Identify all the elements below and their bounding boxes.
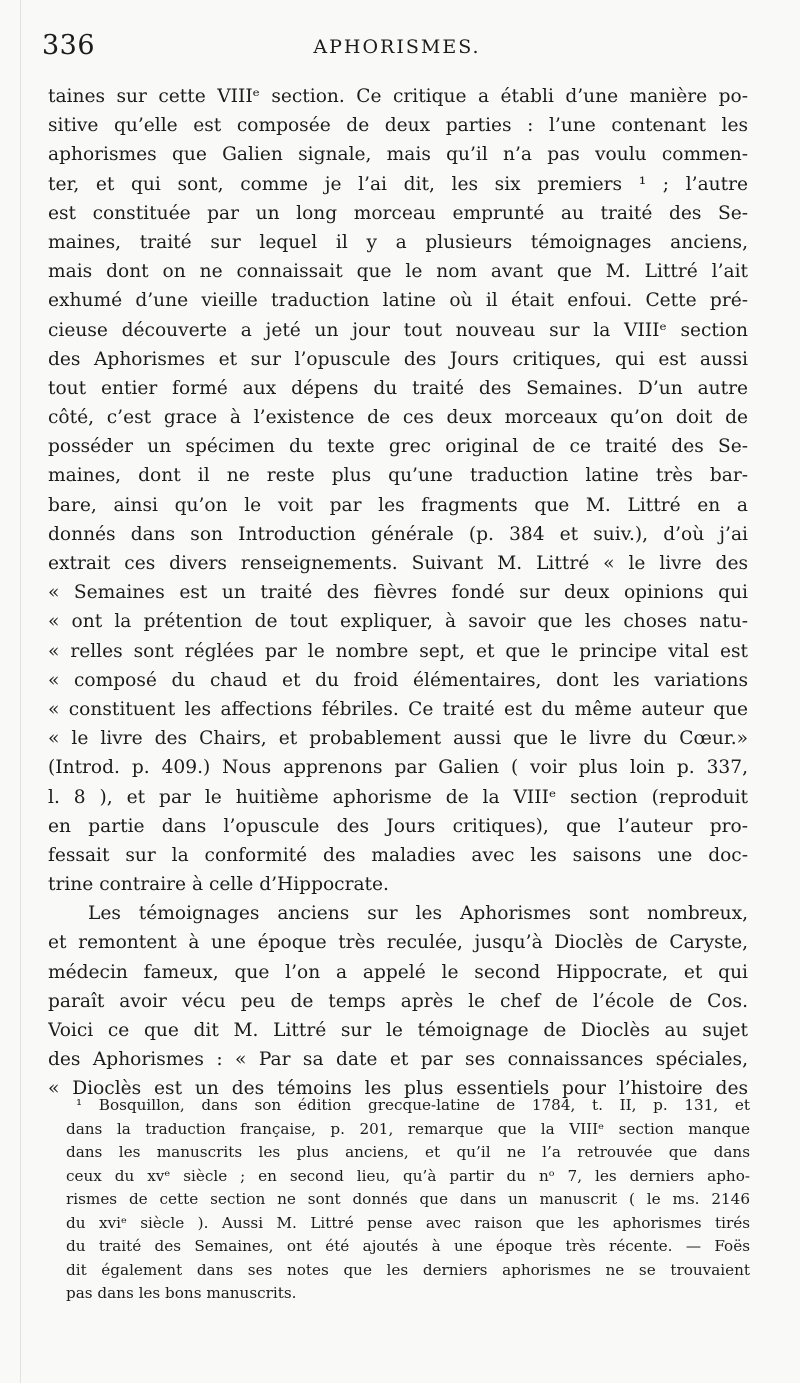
footnote-line: pas dans les bons manuscrits. bbox=[66, 1284, 297, 1302]
footnote-line: du traité des Semaines, ont été ajoutés à une époque très récente. — Foës bbox=[66, 1237, 750, 1255]
footnotes bbox=[66, 1094, 750, 1306]
body-line: tout entier formé aux dépens du traité des Semaines. D’un autre bbox=[48, 377, 748, 399]
page-header bbox=[42, 30, 752, 70]
body-line: « relles sont réglées par le nombre sept, et que le principe vital est bbox=[48, 640, 748, 662]
body-line: donnés dans son Introduction générale (p. 384 et suiv.), d’où j’ai bbox=[48, 523, 748, 545]
body-line: taines sur cette VIIIᵉ section. Ce critique a établi d’une manière po- bbox=[48, 86, 748, 107]
body-line: cieuse découverte a jeté un jour tout nouveau sur la VIIIᵉ section bbox=[48, 319, 748, 341]
body-line: « Dioclès est un des témoins les plus essentiels pour l’histoire des bbox=[48, 1078, 748, 1100]
running-title: APHORISMES. bbox=[313, 36, 481, 58]
footnote-line: ¹ Bosquillon, dans son édition grecque-latine de 1784, t. II, p. 131, et bbox=[76, 1096, 750, 1114]
page-gutter-edge bbox=[20, 0, 21, 1383]
page-number: 336 bbox=[42, 30, 96, 61]
body-line: est constituée par un long morceau emprunté au traité des Se- bbox=[48, 202, 748, 224]
body-line: et remontent à une époque très reculée, jusqu’à Dioclès de Caryste, bbox=[48, 932, 748, 954]
body-line: « ont la prétention de tout expliquer, à savoir que les choses natu- bbox=[48, 611, 748, 633]
footnote-line: ceux du xvᵉ siècle ; en second lieu, qu’à partir du nᵒ 7, les derniers apho- bbox=[66, 1166, 750, 1185]
body-line: bare, ainsi qu’on le voit par les fragments que M. Littré en a bbox=[48, 494, 748, 516]
footnote-line: dit également dans ses notes que les derniers aphorismes ne se trouvaient bbox=[66, 1260, 750, 1279]
body-line: des Aphorismes et sur l’opuscule des Jours critiques, qui est aussi bbox=[48, 348, 748, 370]
body-line: médecin fameux, que l’on a appelé le second Hippocrate, et qui bbox=[48, 961, 748, 983]
body-line: maines, dont il ne reste plus qu’une traduction latine très bar- bbox=[48, 465, 748, 487]
body-line-paragraph-start: Les témoignages anciens sur les Aphorismes sont nombreux, bbox=[88, 903, 748, 925]
body-line: maines, traité sur lequel il y a plusieurs témoignages anciens, bbox=[48, 231, 748, 253]
body-line: « Semaines est un traité des fièvres fondé sur deux opinions qui bbox=[48, 582, 748, 604]
body-line: en partie dans l’opuscule des Jours critiques), que l’auteur pro- bbox=[48, 815, 748, 837]
body-line: posséder un spécimen du texte grec original de ce traité des Se- bbox=[48, 436, 748, 458]
body-line: paraît avoir vécu peu de temps après le chef de l’école de Cos. bbox=[48, 990, 748, 1012]
footnote-line: dans la traduction française, p. 201, remarque que la VIIIᵉ section manque bbox=[66, 1119, 750, 1138]
body-line: ter, et qui sont, comme je l’ai dit, les six premiers ¹ ; l’autre bbox=[48, 173, 748, 195]
footnote-line: du xviᵉ siècle ). Aussi M. Littré pense avec raison que les aphorismes tirés bbox=[66, 1213, 750, 1232]
body-text bbox=[48, 82, 748, 1104]
body-line: aphorismes que Galien signale, mais qu’il n’a pas voulu commen- bbox=[48, 144, 748, 166]
footnote-line: rismes de cette section ne sont donnés que dans un manuscrit ( le ms. 2146 bbox=[66, 1190, 750, 1208]
body-line: exhumé d’une vieille traduction latine où il était enfoui. Cette pré- bbox=[48, 290, 748, 312]
body-line-paragraph-end: trine contraire à celle d’Hippocrate. bbox=[48, 874, 389, 896]
body-line: « constituent les affections fébriles. Ce traité est du même auteur que bbox=[48, 698, 748, 720]
body-line: « composé du chaud et du froid élémentaires, dont les variations bbox=[48, 669, 748, 691]
body-line: extrait ces divers renseignements. Suivant M. Littré « le livre des bbox=[48, 553, 748, 574]
footnote-line: dans les manuscrits les plus anciens, et qu’il ne l’a retrouvée que dans bbox=[66, 1143, 750, 1161]
body-line: des Aphorismes : « Par sa date et par ses connaissances spéciales, bbox=[48, 1049, 748, 1071]
body-line: fessait sur la conformité des maladies avec les saisons une doc- bbox=[48, 844, 748, 866]
body-line: Voici ce que dit M. Littré sur le témoignage de Dioclès au sujet bbox=[48, 1020, 748, 1041]
body-line: sitive qu’elle est composée de deux parties : l’une contenant les bbox=[48, 115, 748, 137]
body-line: côté, c’est grace à l’existence de ces deux morceaux qu’on doit de bbox=[48, 407, 748, 429]
body-line: mais dont on ne connaissait que le nom avant que M. Littré l’ait bbox=[48, 261, 748, 283]
body-line: (Introd. p. 409.) Nous apprenons par Galien ( voir plus loin p. 337, bbox=[48, 757, 748, 779]
body-line: « le livre des Chairs, et probablement aussi que le livre du Cœur.» bbox=[48, 728, 748, 750]
body-line: l. 8 ), et par le huitième aphorisme de la VIIIᵉ section (reproduit bbox=[48, 786, 748, 808]
